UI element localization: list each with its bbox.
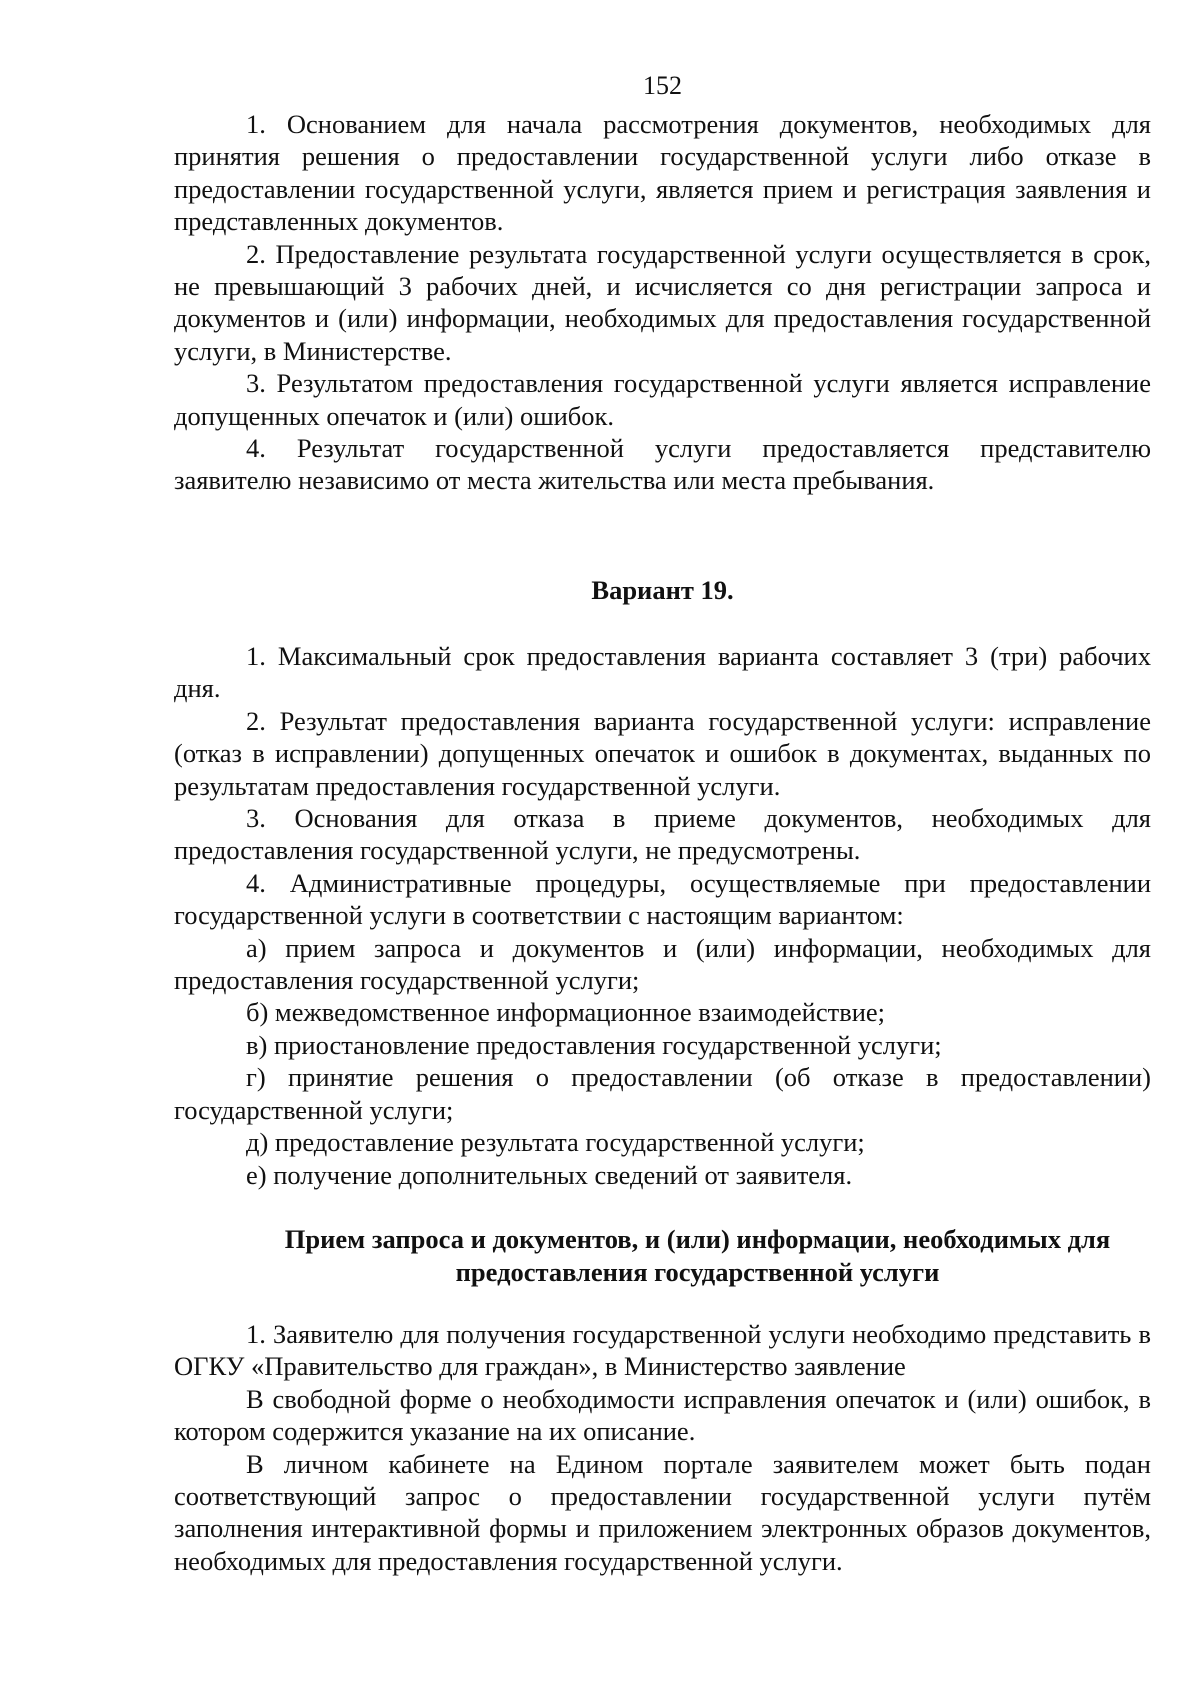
variant-list-item-d: д) предоставление результата государственной услуги; bbox=[246, 1127, 865, 1158]
reception-heading-block bbox=[174, 1223, 1151, 1289]
intro-paragraph-3: 3. Результатом предоставления государственной услуги является исправление допущенных опечаток и (или) ошибок. bbox=[174, 368, 1151, 431]
reception-paragraph-3: В личном кабинете на Едином портале заявителем может быть подан соответствующий запрос о предоставлении государственной услуги путём заполнения интерактивной формы и приложением электронных образов документов, необходимых для предоставления государственной услуги. bbox=[174, 1448, 1151, 1576]
reception-paragraph-2: В свободной форме о необходимости исправления опечаток и (или) ошибок, в котором содержится указание на их описание. bbox=[174, 1383, 1151, 1447]
reception-heading-line-1: Прием запроса и документов, и (или) информации, необходимых для bbox=[284, 1224, 1111, 1254]
variant-list-item-e: е) получение дополнительных сведений от заявителя. bbox=[246, 1159, 853, 1190]
intro-paragraph-2: 2. Предоставление результата государственной услуги осуществляется в срок, не превышающий 3 рабочих дней, и исчисляется со дня регистрации запроса и документов и (или) информации, необходимых для предоставления государственной услуги, в Министерстве. bbox=[174, 238, 1151, 366]
variant-heading: Вариант 19. bbox=[591, 575, 734, 605]
variant-list-item-g: г) принятие решения о предоставлении (об отказе в предоставлении) государственной услуги; bbox=[174, 1062, 1151, 1125]
variant-list-item-a: а) прием запроса и документов и (или) информации, необходимых для предоставления государственной услуги; bbox=[174, 932, 1151, 996]
variant-list-item-b: б) межведомственное информационное взаимодействие; bbox=[246, 997, 886, 1028]
intro-paragraph-4: 4. Результат государственной услуги предоставляется представителю заявителю независимо от места жительства или места пребывания. bbox=[174, 433, 1151, 496]
variant-paragraph-1: 1. Максимальный срок предоставления варианта составляет 3 (три) рабочих дня. bbox=[174, 641, 1151, 704]
reception-paragraph-1: 1. Заявителю для получения государственной услуги необходимо представить в ОГКУ «Правительство для граждан», в Министерство заявление bbox=[174, 1319, 1151, 1382]
variant-paragraph-2: 2. Результат предоставления варианта государственной услуги: исправление (отказ в исправлении) допущенных опечаток и ошибок в документах, выданных по результатам предоставления государственной услуги. bbox=[174, 705, 1151, 801]
page-number: 152 bbox=[643, 71, 682, 100]
reception-heading-line-2: предоставления государственной услуги bbox=[455, 1257, 940, 1287]
reception-section bbox=[174, 1318, 1151, 1577]
intro-paragraph-1: 1. Основанием для начала рассмотрения документов, необходимых для принятия решения о предоставлении государственной услуги либо отказе в предоставлении государственной услуги, является прием и регистрация заявления и представленных документов. bbox=[174, 109, 1151, 237]
intro-section bbox=[174, 108, 1151, 497]
variant-paragraph-4: 4. Административные процедуры, осуществляемые при предоставлении государственной услуги в соответствии с настоящим вариантом: bbox=[174, 867, 1151, 931]
variant-heading-block bbox=[174, 574, 1151, 607]
variant-section bbox=[174, 640, 1151, 1191]
variant-list-item-v: в) приостановление предоставления государственной услуги; bbox=[246, 1029, 942, 1060]
variant-paragraph-3: 3. Основания для отказа в приеме документов, необходимых для предоставления государственной услуги, не предусмотрены. bbox=[174, 803, 1151, 866]
